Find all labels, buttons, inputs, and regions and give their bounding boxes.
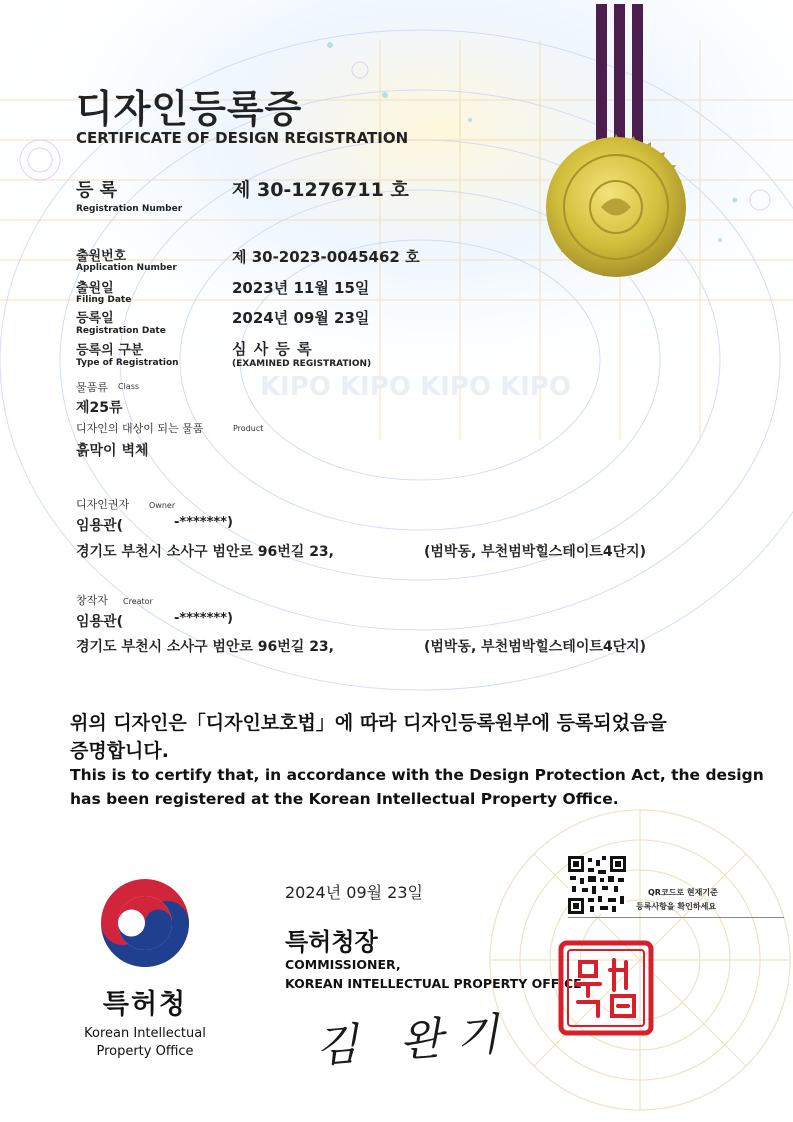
gold-seal bbox=[521, 112, 711, 302]
owner-address-tail: (범박동, 부천범박힐스테이트4단지) bbox=[424, 544, 647, 560]
statement-en-line1: This is to certify that, in accordance with the Design Protection Act, the design bbox=[70, 766, 764, 784]
office-name-ko: 특허청 bbox=[102, 989, 188, 1020]
commissioner-title-en-line2: KOREAN INTELLECTUAL PROPERTY OFFICE bbox=[285, 976, 582, 991]
registration-date: 2024년 09월 23일 bbox=[232, 309, 370, 327]
registration-type: 심 사 등 록 bbox=[232, 340, 313, 358]
class-label-en: Class bbox=[118, 382, 140, 391]
owner-label-en: Owner bbox=[149, 501, 176, 510]
issue-date: 2024년 09월 23일 bbox=[285, 883, 423, 902]
owner-name: 임용관( bbox=[76, 518, 123, 534]
class-label-ko: 물품류 bbox=[76, 381, 108, 394]
owner-label-ko: 디자인권자 bbox=[76, 498, 130, 511]
creator-label-ko: 창작자 bbox=[76, 594, 108, 607]
creator-label-en: Creator bbox=[123, 597, 153, 606]
owner-address: 경기도 부천시 소사구 범안로 96번길 23, bbox=[76, 544, 334, 560]
qr-code[interactable] bbox=[568, 856, 626, 914]
commissioner-title-ko: 특허청장 bbox=[285, 928, 378, 956]
field-label-ko: 등록일 bbox=[76, 311, 114, 326]
field-label-ko: 등록의 구분 bbox=[76, 343, 144, 358]
creator-address: 경기도 부천시 소사구 범안로 96번길 23, bbox=[76, 639, 334, 655]
commissioner-title-en-line1: COMMISSIONER, bbox=[285, 957, 401, 972]
registration-label-en: Registration Number bbox=[76, 204, 183, 214]
certificate-title-ko: 디자인등록증 bbox=[76, 87, 303, 131]
redaction-mask bbox=[344, 633, 422, 653]
product-label-en: Product bbox=[233, 424, 264, 433]
filing-date: 2023년 11월 15일 bbox=[232, 279, 370, 297]
creator-name: 임용관( bbox=[76, 614, 123, 630]
statement-en-line2: has been registered at the Korean Intellectual Property Office. bbox=[70, 790, 619, 808]
qr-note-line2: 등록사항을 확인하세요 bbox=[636, 902, 717, 911]
kipo-watermark: KIPO KIPO KIPO KIPO bbox=[260, 372, 572, 402]
qr-note-line1: QR코드로 현재기준 bbox=[648, 888, 718, 897]
office-name-en-line2: Property Office bbox=[96, 1044, 194, 1059]
field-label-ko: 출원일 bbox=[76, 281, 114, 296]
statement-ko-line1: 위의 디자인은「디자인보호법」에 따라 디자인등록원부에 등록되었음을 bbox=[70, 712, 667, 734]
field-label-en: Type of Registration bbox=[76, 358, 179, 368]
field-label-ko: 출원번호 bbox=[76, 249, 127, 264]
registration-number: 제 30-1276711 호 bbox=[232, 179, 409, 201]
product-value: 흙막이 벽체 bbox=[76, 443, 149, 459]
product-label-ko: 디자인의 대상이 되는 물품 bbox=[76, 422, 204, 435]
application-number: 제 30-2023-0045462 호 bbox=[232, 248, 420, 266]
redaction-mask bbox=[344, 538, 422, 558]
class-value: 제25류 bbox=[76, 400, 123, 416]
creator-id-masked: -*******) bbox=[174, 611, 233, 626]
commissioner-signature: 김 완기 bbox=[313, 1008, 515, 1073]
office-name-en-line1: Korean Intellectual bbox=[84, 1026, 206, 1041]
registration-label-ko: 등 록 bbox=[76, 180, 118, 201]
field-label-en: Registration Date bbox=[76, 326, 166, 336]
qr-divider bbox=[568, 917, 784, 918]
creator-address-tail: (범박동, 부천범박힐스테이트4단지) bbox=[424, 639, 647, 655]
field-label-en: Application Number bbox=[76, 263, 177, 273]
registration-type-en: (EXAMINED REGISTRATION) bbox=[232, 359, 372, 369]
owner-id-masked: -*******) bbox=[174, 515, 233, 530]
statement-ko-line2: 증명합니다. bbox=[70, 740, 169, 762]
kipo-logo-icon bbox=[98, 876, 192, 970]
certificate-title-en: CERTIFICATE OF DESIGN REGISTRATION bbox=[76, 129, 409, 147]
official-red-stamp bbox=[558, 940, 654, 1036]
field-label-en: Filing Date bbox=[76, 295, 132, 305]
